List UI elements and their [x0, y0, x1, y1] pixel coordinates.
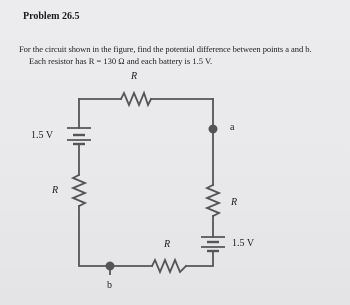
resistor-top: [121, 93, 151, 105]
battery-left: [67, 128, 91, 144]
point-a-dot: [209, 125, 218, 134]
label-r-left: R: [52, 185, 59, 196]
problem-title: Problem 26.5: [23, 11, 80, 22]
label-point-a: a: [230, 122, 235, 133]
battery-right: [201, 237, 225, 251]
label-battery-left: 1.5 V: [31, 130, 54, 141]
right-wire-bottom: [186, 251, 213, 266]
resistor-bottom: [152, 260, 186, 272]
label-r-bottom: R: [164, 239, 171, 250]
label-r-right: R: [231, 197, 238, 208]
label-battery-right: 1.5 V: [232, 238, 255, 249]
left-wire-lower: [79, 206, 110, 266]
resistor-left: [73, 175, 85, 206]
problem-statement-line-2: Each resistor has R = 130 Ω and each battery is 1.5 V.: [29, 56, 213, 66]
resistor-right: [207, 185, 219, 216]
label-point-b: b: [107, 280, 112, 291]
label-r-top: R: [131, 71, 138, 82]
problem-statement-line-1: For the circuit shown in the figure, find the potential difference between points a and b.: [19, 44, 312, 54]
